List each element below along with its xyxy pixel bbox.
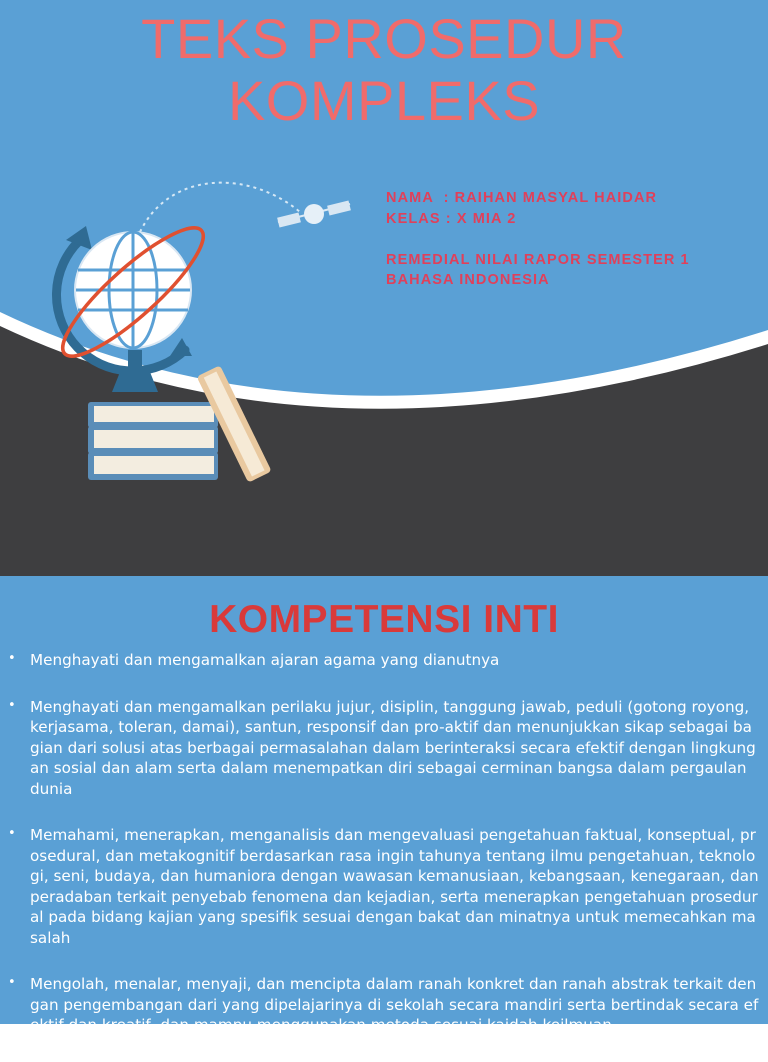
subject-name: BAHASA INDONESIA: [386, 272, 550, 288]
slide-heading: KOMPETENSI INTI: [209, 598, 559, 641]
list-item: • Menghayati dan mengamalkan ajaran agama yang dianutnya: [30, 650, 760, 671]
title-line-1: TEKS PROSEDUR: [141, 7, 627, 70]
list-item: • Menghayati dan mengamalkan perilaku jujur, disiplin, tanggung jawab, peduli (gotong royong, kerjasama, toleran, damai), santun, responsif dan pro-aktif dan menunjukkan sikap sebagai bagian dari solusi atas berbagai permasalahan dalam berinteraksi secara efektif dengan lingkungan sosial dan alam serta dalam menempatkan diri sebagai cerminan bangsa dalam pergaulan dunia: [30, 697, 760, 800]
slide-title: [0, 8, 768, 132]
student-name: NAMA : RAIHAN MASYAL HAIDAR: [386, 190, 658, 206]
list-item: • Memahami, menerapkan, menganalisis dan mengevaluasi pengetahuan faktual, konseptual, prosedural, dan metakognitif berdasarkan rasa ingin tahunya tentang ilmu pengetahuan, teknologi, seni, budaya, dan humaniora dengan wawasan kemanusiaan, kebangsaan, kenegaraan, dan peradaban terkait penyebab fenomena dan kejadian, serta menerapkan pengetahuan prosedural pada bidang kajian yang spesifik sesuai dengan bakat dan minatnya untuk memecahkan masalah: [30, 825, 760, 948]
list-item: • Mengolah, menalar, menyaji, dan mencipta dalam ranah konkret dan ranah abstrak terkait dengan pengembangan dari yang dipelajarinya di sekolah secara mandiri serta bertindak secara efektif dan kreatif, dan mampu menggunakan metoda sesuai kaidah keilmuan: [30, 974, 760, 1036]
student-class: KELAS : X MIA 2: [386, 211, 517, 227]
competency-list: [30, 650, 760, 1062]
title-line-2: KOMPLEKS: [227, 69, 541, 132]
orbit-path: [140, 183, 300, 232]
satellite-icon: [277, 200, 351, 227]
competency-slide: [0, 576, 768, 1034]
remedial-note: REMEDIAL NILAI RAPOR SEMESTER 1: [386, 252, 690, 268]
